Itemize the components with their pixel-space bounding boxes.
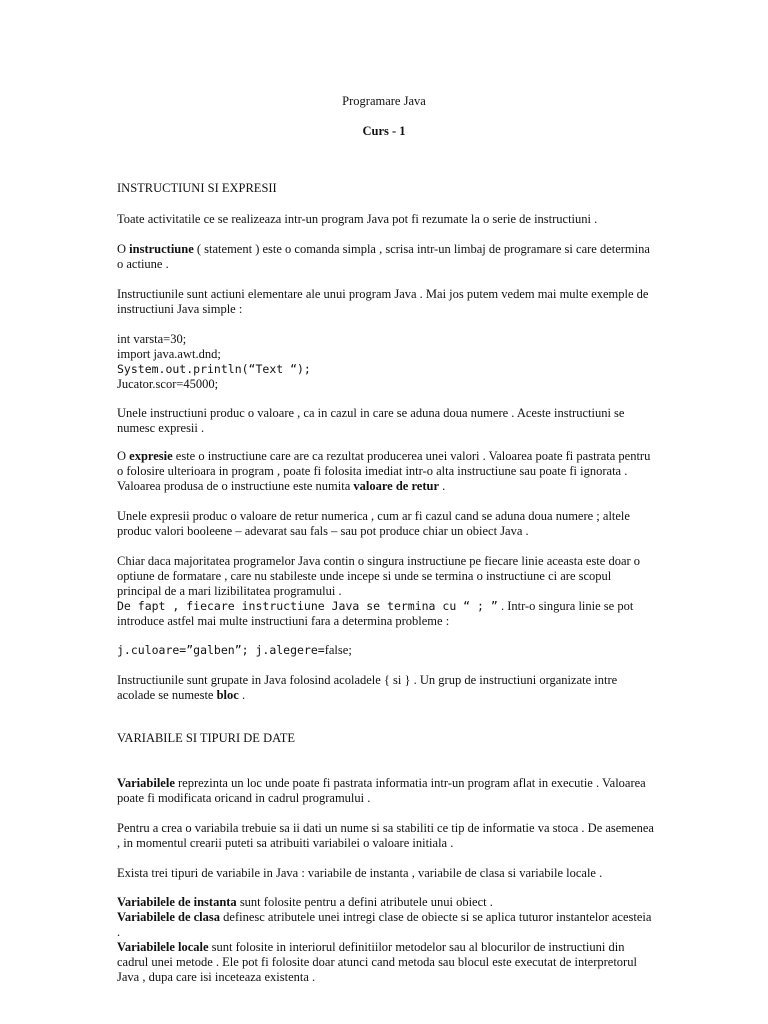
- definition-locale: Variabilele locale sunt folosite in interiorul definitiilor metodelor sau al blocurilor de instructiuni din cadrul unei metode . Ele pot fi folosite doar atunci cand metoda sau blocul este executat de interpretorul Java , dupa care isi inceteaza existenta .: [117, 940, 637, 984]
- paragraph: Unele instructiuni produc o valoare , ca in cazul in care se aduna doua numere . Aceste instructiuni se numesc expresii .: [117, 406, 625, 435]
- term-valoare-de-retur: valoare de retur: [353, 479, 440, 493]
- document-subtitle: Curs - 1: [362, 124, 406, 138]
- term-variabilele-de-clasa: Variabilele de clasa: [117, 910, 221, 924]
- definition-instanta: Variabilele de instanta sunt folosite pentru a defini atributele unui obiect .: [117, 895, 493, 909]
- paragraph: Chiar daca majoritatea programelor Java contin o singura instructiune pe fiecare linie aceasta este doar o optiune de formatare , care nu stabileste unde incepe si unde se termina o instructiune ci are scopul principal de a mari lizibilitatea programului .: [117, 554, 641, 598]
- document-title: Programare Java: [342, 94, 426, 108]
- section-heading-variabile: VARIABILE SI TIPURI DE DATE: [117, 731, 296, 745]
- term-variabilele: Variabilele: [117, 776, 175, 790]
- term-variabilele-de-instanta: Variabilele de instanta: [117, 895, 237, 909]
- paragraph: Unele expresii produc o valoare de retur numerica , cum ar fi cazul cand se aduna doua numere ; altele produc valori booleene – adevarat sau fals – sau pot produce chiar un obiect Java .: [117, 509, 630, 538]
- code-line: import java.awt.dnd;: [117, 347, 221, 361]
- paragraph-instructiune-definition: O instructiune ( statement ) este o comanda simpla , scrisa intr-un limbaj de programare si care determina o actiune .: [117, 242, 650, 271]
- definition-clasa: Variabilele de clasa definesc atributele unei intregi clase de obiecte si se aplica tuturor instantelor acesteia .: [117, 910, 652, 939]
- code-line: int varsta=30;: [117, 332, 187, 346]
- code-line: System.out.println(“Text “);: [117, 362, 311, 376]
- paragraph: Exista trei tipuri de variabile in Java : variabile de instanta , variabile de clasa si variabile locale .: [117, 866, 603, 880]
- paragraph-bloc: Instructiunile sunt grupate in Java folosind acoladele { si } . Un grup de instructiuni organizate intre acolade se numeste bloc .: [117, 673, 618, 702]
- code-line: Jucator.scor=45000;: [117, 377, 219, 391]
- paragraph-variabilele: Variabilele reprezinta un loc unde poate fi pastrata informatia intr-un program aflat in executie . Valoarea poate fi modificata oricand in cadrul programului .: [117, 776, 646, 805]
- term-instructiune: instructiune: [129, 242, 194, 256]
- paragraph: Pentru a crea o variabila trebuie sa ii dati un nume si sa stabiliti ce tip de informatie va stoca . De asemenea , in momentul crearii puteti sa atribuiti variabilei o valoare initiala .: [117, 821, 654, 850]
- paragraph: Instructiunile sunt actiuni elementare ale unui program Java . Mai jos putem vedem mai multe exemple de instructiuni Java simple :: [117, 287, 649, 316]
- paragraph-expresie-definition: O expresie este o instructiune care are ca rezultat producerea unei valori . Valoarea poate fi pastrata pentru o folosire ulterioara in program , poate fi folosita imediat intr-o alta instructiune sau poate fi ignorata . Valoarea produsa de o instructiune este numita valoare de retur .: [117, 449, 651, 493]
- term-expresie: expresie: [129, 449, 173, 463]
- code-line: j.culoare=”galben”; j.alegere=false;: [117, 643, 352, 657]
- paragraph-terminator: De fapt , fiecare instructiune Java se termina cu “ ; ” . Intr-o singura linie se pot introduce astfel mai multe instructiuni fara a determina probleme :: [117, 599, 634, 628]
- paragraph: Toate activitatile ce se realizeaza intr-un program Java pot fi rezumate la o serie de instructiuni .: [117, 212, 598, 226]
- term-bloc: bloc: [216, 688, 239, 702]
- term-variabilele-locale: Variabilele locale: [117, 940, 209, 954]
- section-heading-instructiuni: INSTRUCTIUNI SI EXPRESII: [117, 181, 277, 195]
